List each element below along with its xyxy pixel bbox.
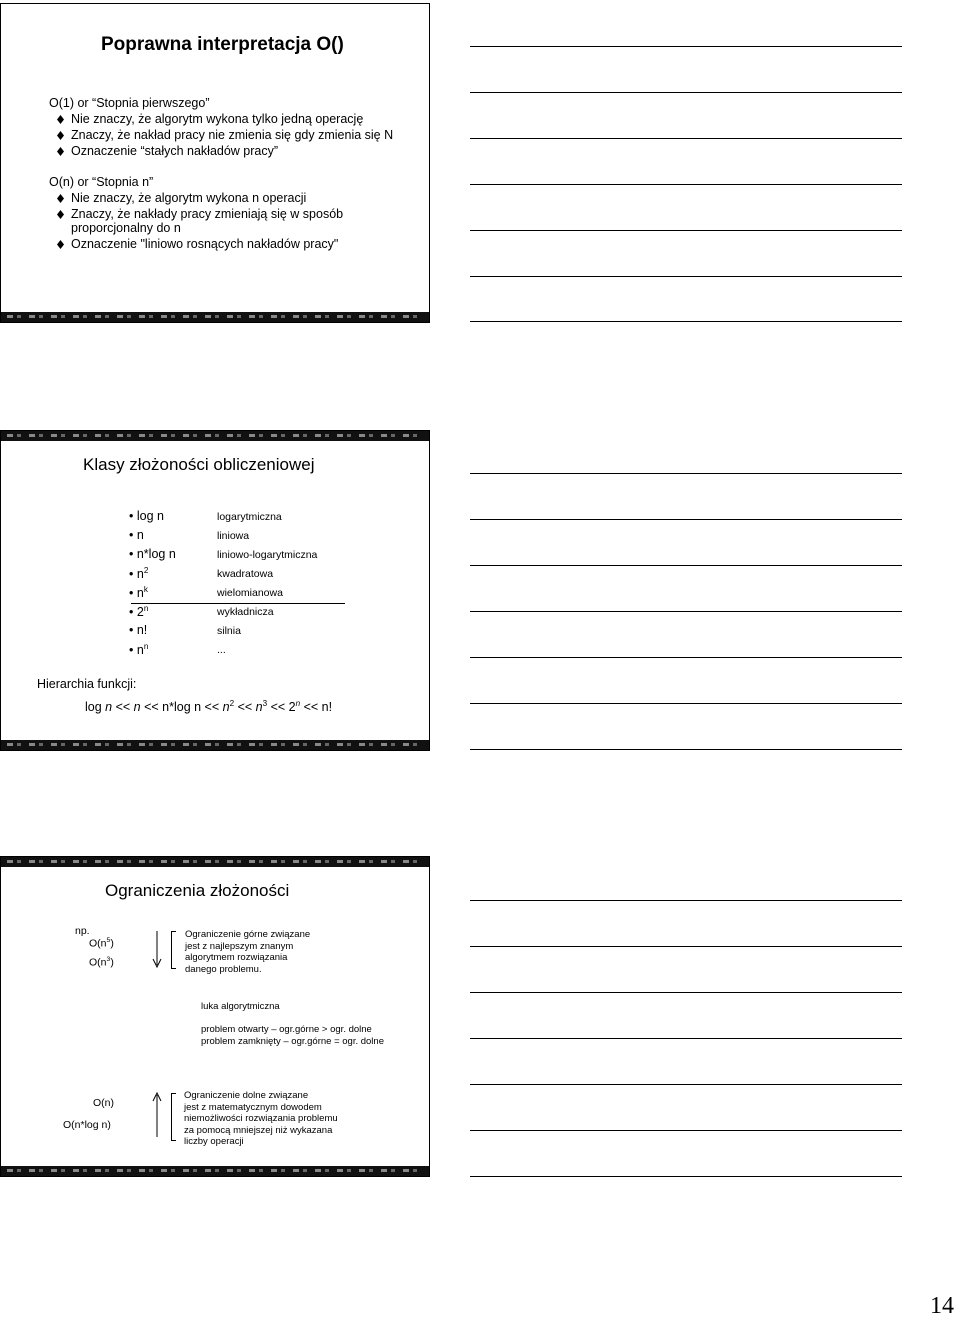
diamond-bullet-icon (57, 240, 64, 249)
diamond-bullet-icon (57, 115, 64, 124)
gap-label: luka algorytmiczna (201, 1001, 280, 1012)
diamond-bullet-icon (57, 210, 64, 219)
complexity-name: logarytmiczna (217, 511, 282, 523)
note-line (470, 321, 902, 322)
slide-title: Poprawna interpretacja O() (101, 34, 344, 55)
page-number: 14 (930, 1293, 954, 1319)
complexity-name: ... (217, 644, 226, 656)
bracket (171, 1093, 176, 1141)
hierarchy-label: Hierarchia funkcji: (37, 677, 137, 691)
slide-title: Klasy złożoności obliczeniowej (83, 455, 315, 474)
hierarchy-formula: log n << n << n*log $n << n^2 << n^3 << 2^n << n$! (85, 699, 333, 715)
note-line (470, 703, 902, 704)
bracket (171, 931, 176, 969)
note-line (470, 276, 902, 277)
complexity-row: • n*log n (129, 547, 176, 561)
down-arrow-icon (151, 931, 163, 971)
note-line (470, 138, 902, 139)
upper-bound-item: $O(n^5)$ (89, 937, 114, 950)
separator-line (131, 603, 345, 604)
bullet-item: Znaczy, że nakład pracy nie zmienia się gdy zmienia się N (57, 128, 393, 142)
note-line (470, 519, 902, 520)
note-line (470, 611, 902, 612)
slide-title: Ograniczenia złożoności (105, 881, 290, 900)
note-line (470, 230, 902, 231)
slide-2 (0, 430, 430, 751)
complexity-row: • n (129, 528, 144, 542)
complexity-row: • $n^2$ (129, 566, 149, 582)
note-line (470, 473, 902, 474)
bullet-item-continuation: proporcjonalny do n (71, 221, 181, 235)
note-line (470, 184, 902, 185)
bullet-item: Oznaczenie "liniowo rosnących nakładów pracy" (57, 237, 338, 251)
note-line (470, 1038, 902, 1039)
note-line (470, 900, 902, 901)
section-heading: O(1) or “Stopnia pierwszego” (49, 96, 210, 110)
note-line (470, 92, 902, 93)
slide-footer-bar (1, 740, 429, 750)
upper-bound-description: Ograniczenie górne związane jest z najlepszym znanym algorytmem rozwiązania danego problemu. (185, 929, 311, 975)
note-line (470, 565, 902, 566)
lower-bound-item: O(n) (93, 1097, 114, 1109)
note-line (470, 657, 902, 658)
complexity-row: • 2$^n$ (129, 604, 149, 620)
complexity-name: liniowo-logarytmiczna (217, 549, 318, 561)
note-line (470, 992, 902, 993)
slide-footer-bar (1, 312, 429, 322)
slide-3 (0, 856, 430, 1177)
complexity-row: • log n (129, 509, 164, 523)
complexity-name: liniowa (217, 530, 250, 542)
bullet-item: Nie znaczy, że algorytm wykona n operacji (57, 191, 306, 205)
complexity-name: silnia (217, 625, 241, 637)
up-arrow-icon (151, 1091, 163, 1141)
lower-bound-item: O(n*log n) (63, 1119, 111, 1131)
example-label: np. (75, 925, 90, 937)
complexity-row: • $n^n$ (129, 642, 149, 658)
lower-bound-description: Ograniczenie dolne związane jest z matematycznym dowodem niemożliwości rozwiązania problemu za pomocą mniejszej niż wykazana liczby operacji (184, 1090, 338, 1147)
bullet-item: Nie znaczy, że algorytm wykona tylko jedną operację (57, 112, 363, 126)
note-line (470, 749, 902, 750)
complexity-name: kwadratowa (217, 568, 274, 580)
note-line (470, 46, 902, 47)
complexity-row: • n! (129, 623, 148, 637)
problem-closed: problem zamknięty – ogr.górne = ogr. dolne (201, 1036, 384, 1047)
slide-1 (0, 3, 430, 323)
slide-footer-bar (1, 1166, 429, 1176)
diamond-bullet-icon (57, 147, 64, 156)
slide-header-bar (1, 431, 429, 441)
diamond-bullet-icon (57, 131, 64, 140)
upper-bound-item: $O(n^3)$ (89, 956, 114, 969)
note-line (470, 1176, 902, 1177)
slide-header-bar (1, 857, 429, 867)
bullet-item: Oznaczenie “stałych nakładów pracy” (57, 144, 278, 158)
note-line (470, 1084, 902, 1085)
problem-open: problem otwarty – ogr.górne > ogr. dolne (201, 1024, 372, 1035)
complexity-row: • $n^k$ (129, 585, 148, 601)
section-heading: O(n) or “Stopnia n” (49, 175, 154, 189)
note-line (470, 1130, 902, 1131)
complexity-name: wykładnicza (217, 606, 274, 618)
complexity-name: wielomianowa (217, 587, 283, 599)
diamond-bullet-icon (57, 194, 64, 203)
note-line (470, 946, 902, 947)
bullet-item: Znaczy, że nakłady pracy zmieniają się w sposób (57, 207, 343, 221)
